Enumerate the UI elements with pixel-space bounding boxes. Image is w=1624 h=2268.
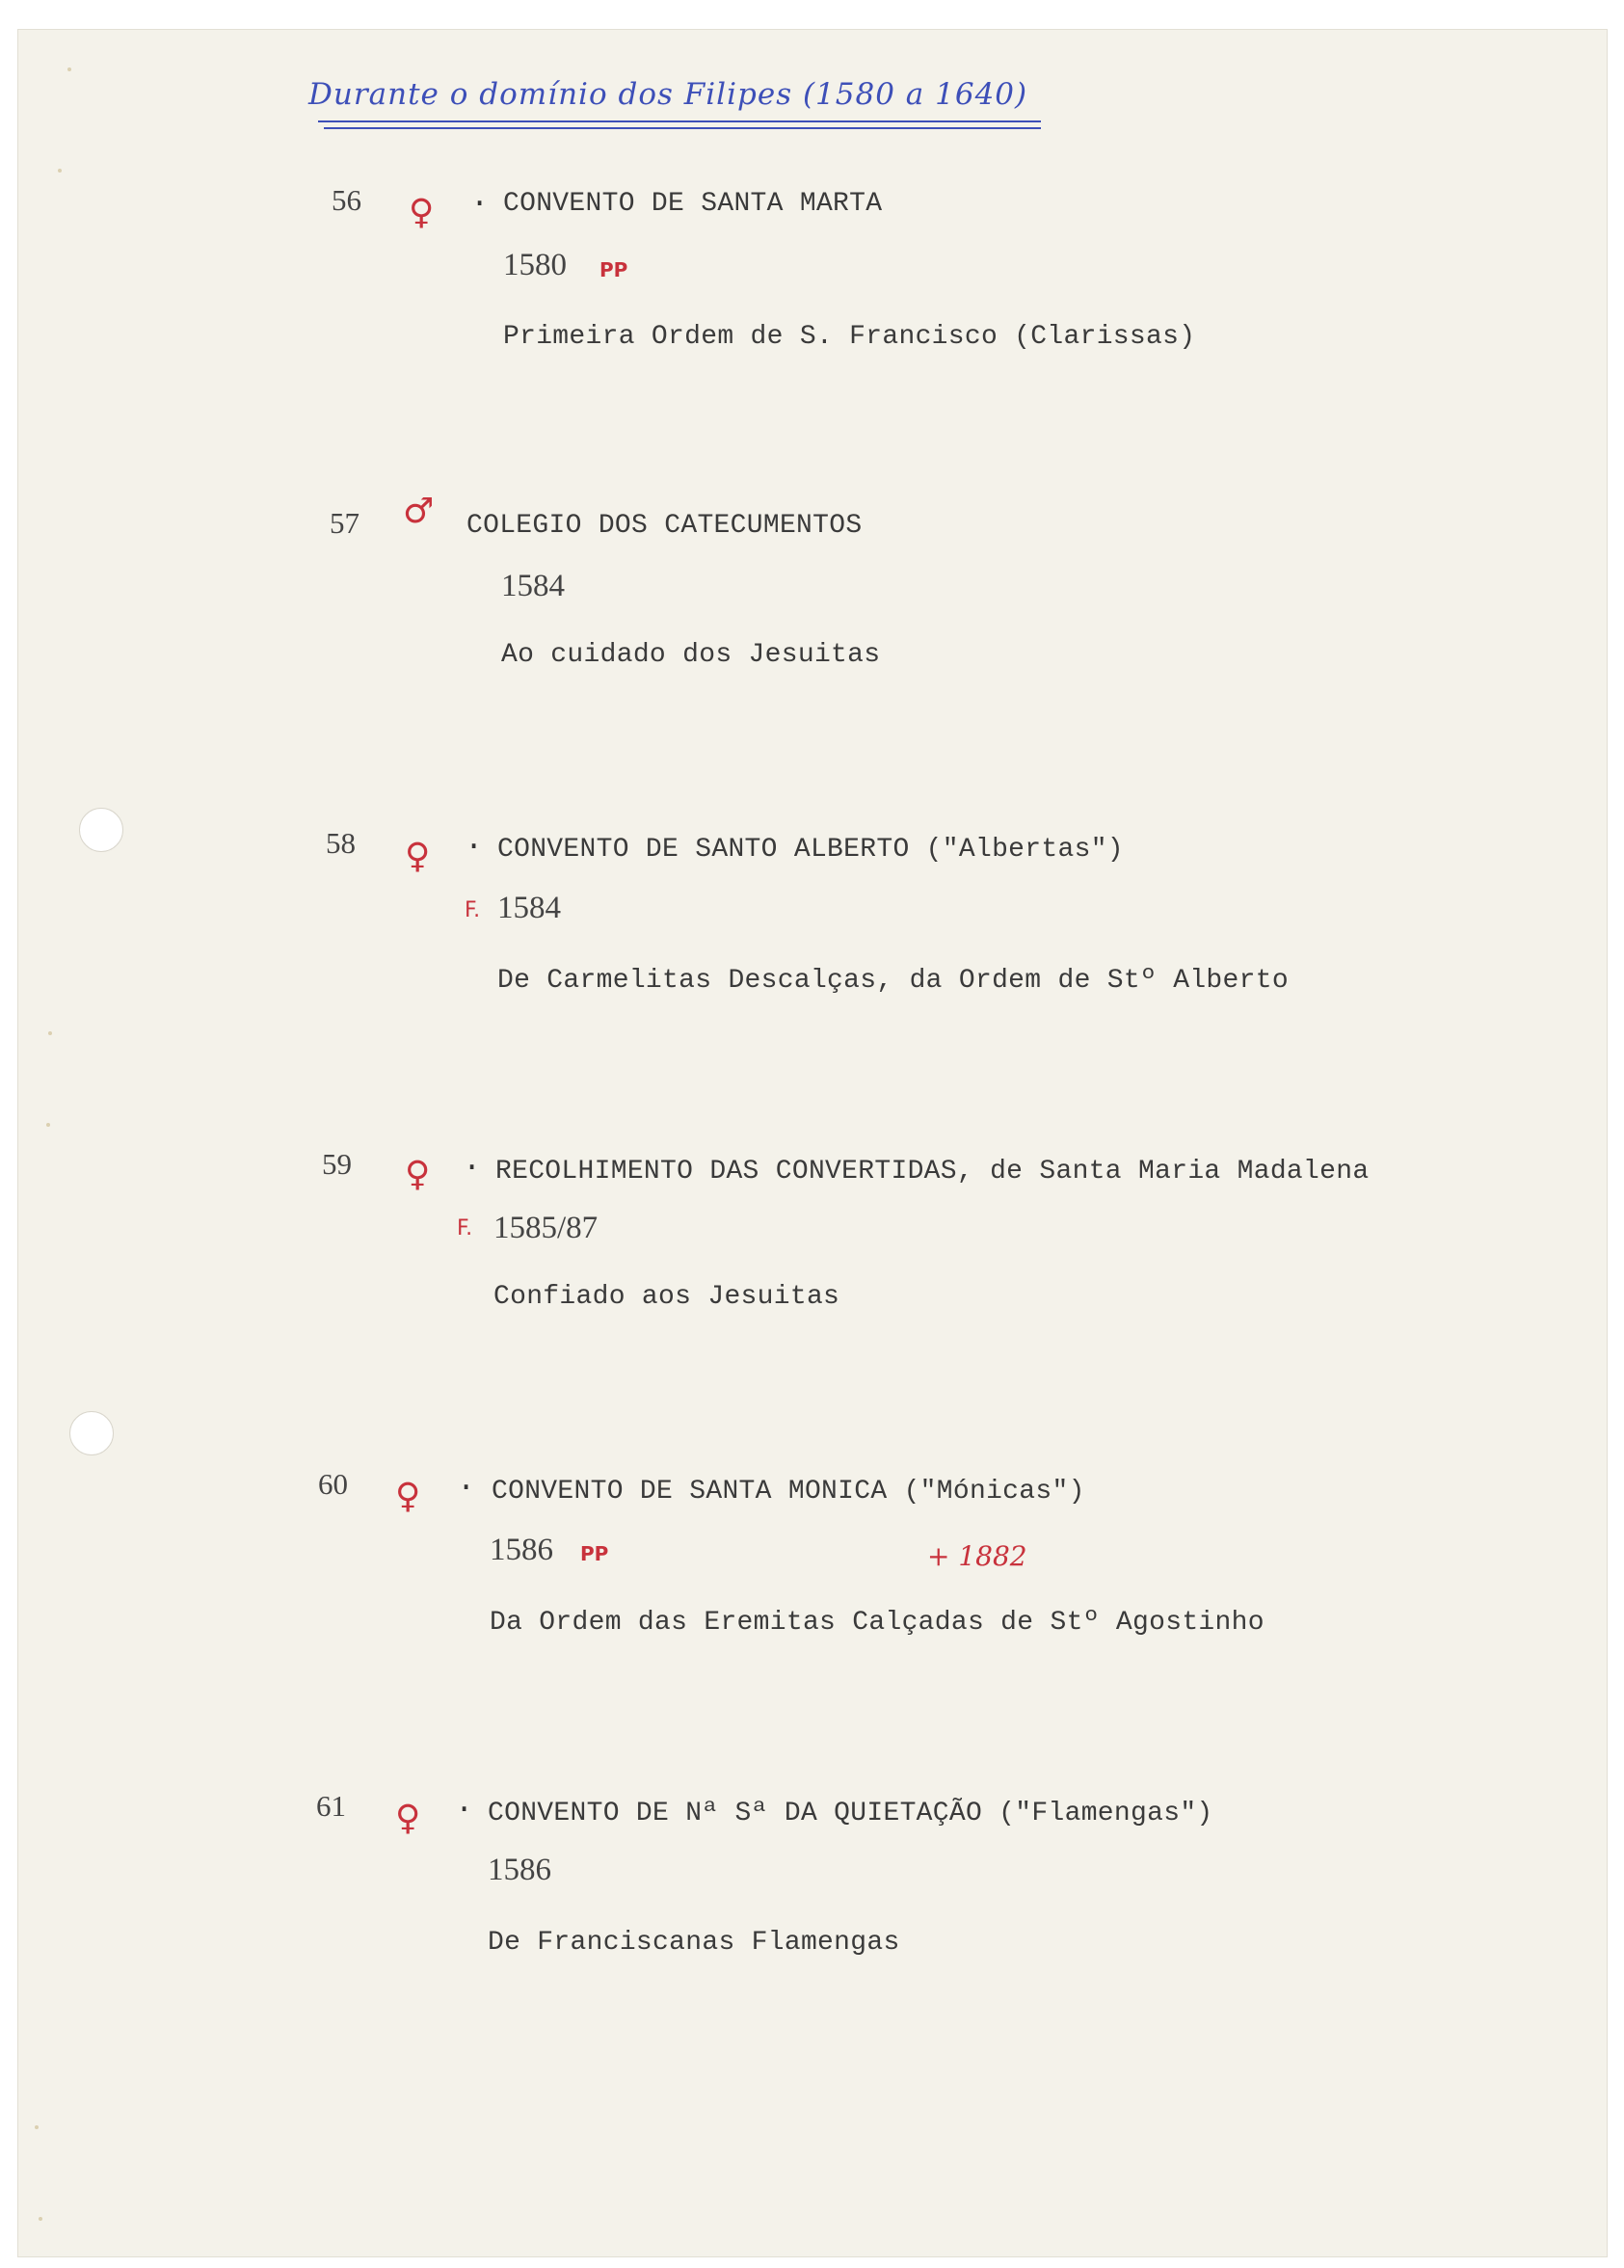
male-symbol-icon: ♂: [403, 492, 435, 531]
entry-year: 1585/87: [493, 1211, 599, 1245]
paper-speck: [67, 67, 71, 71]
female-symbol-icon: ♀: [409, 193, 435, 232]
entry-extra-note: + 1882: [927, 1540, 1027, 1572]
paper-speck: [46, 1123, 50, 1127]
female-symbol-icon: ♀: [405, 837, 431, 876]
entry-year: 1580: [503, 248, 567, 282]
punch-hole: [79, 808, 123, 852]
entry-title: CONVENTO DE SANTA MONICA ("Mónicas"): [492, 1477, 1085, 1507]
entry-date-prefix: F.: [457, 1216, 473, 1241]
entry-number: 61: [316, 1789, 346, 1823]
entry-title: CONVENTO DE SANTO ALBERTO ("Albertas"): [497, 835, 1124, 865]
female-symbol-icon: ♀: [405, 1155, 431, 1194]
entry-title: CONVENTO DE SANTA MARTA: [503, 189, 883, 219]
paper-speck: [58, 169, 62, 173]
entry-number: 56: [332, 183, 361, 217]
entry-date-prefix: F.: [465, 898, 481, 922]
punch-hole: [69, 1411, 114, 1455]
entry-bullet: .: [463, 1143, 482, 1179]
entry-description: De Franciscanas Flamengas: [488, 1928, 900, 1958]
female-symbol-icon: ♀: [395, 1477, 421, 1516]
handwritten-header: Durante o domínio dos Filipes (1580 a 1640): [308, 77, 1028, 112]
entry-bullet: .: [470, 179, 490, 215]
entry-number: 59: [322, 1147, 352, 1181]
paper-speck: [39, 2217, 42, 2221]
entry-bullet: .: [465, 822, 484, 858]
header-underline: [324, 127, 1041, 129]
header-underline: [318, 120, 1041, 122]
entry-bullet: .: [457, 1463, 476, 1499]
entry-year-mark: PP: [599, 258, 628, 281]
entry-bullet: .: [455, 1785, 474, 1821]
paper-speck: [48, 1031, 52, 1035]
female-symbol-icon: ♀: [395, 1799, 421, 1838]
entry-year: 1586: [490, 1533, 553, 1567]
entry-number: 58: [326, 826, 356, 860]
entry-title: RECOLHIMENTO DAS CONVERTIDAS, de Santa Maria Madalena: [495, 1157, 1370, 1187]
entry-description: Confiado aos Jesuitas: [493, 1282, 840, 1312]
entry-description: Ao cuidado dos Jesuitas: [501, 640, 881, 670]
entry-number: 57: [330, 506, 359, 540]
entry-year: 1584: [501, 569, 565, 603]
entry-description: De Carmelitas Descalças, da Ordem de Stº Alberto: [497, 966, 1289, 996]
entry-year: 1584: [497, 891, 561, 925]
entry-year-mark: PP: [580, 1542, 609, 1565]
entry-year: 1586: [488, 1853, 551, 1887]
paper-speck: [35, 2125, 39, 2129]
entry-title: COLEGIO DOS CATECUMENTOS: [466, 511, 863, 541]
entry-description: Da Ordem das Eremitas Calçadas de Stº Agostinho: [490, 1608, 1265, 1638]
paper-sheet: [17, 29, 1608, 2257]
entry-title: CONVENTO DE Nª Sª DA QUIETAÇÃO ("Flamengas"): [488, 1799, 1213, 1828]
entry-number: 60: [318, 1467, 348, 1501]
entry-description: Primeira Ordem de S. Francisco (Clarissas): [503, 322, 1196, 352]
